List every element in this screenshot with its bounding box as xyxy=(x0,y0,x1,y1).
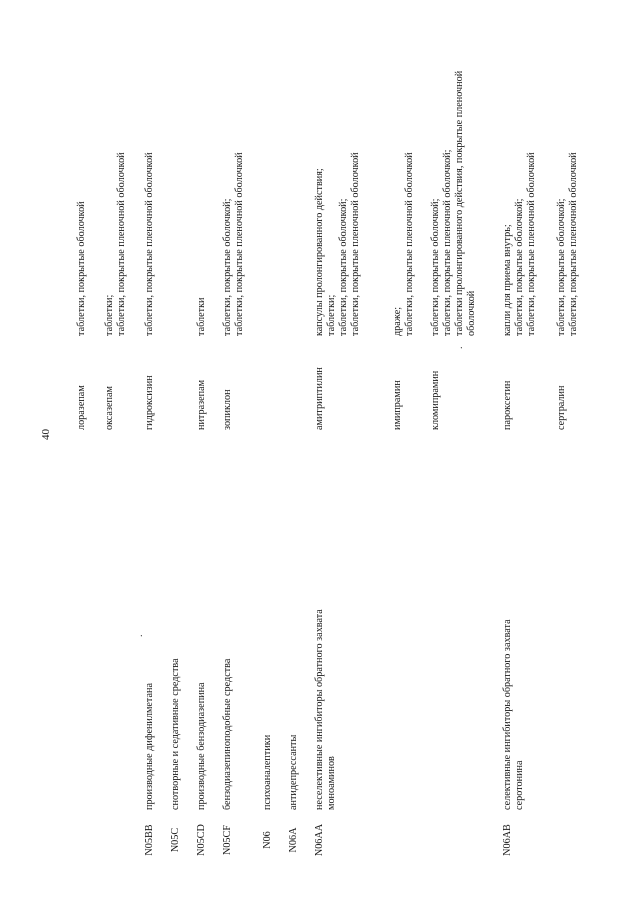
drug-name: кломипрамин xyxy=(430,370,441,430)
stray-mark: . xyxy=(454,346,465,349)
drug-table xyxy=(74,62,624,862)
dosage-forms: капсулы пролонгированного действия; таблетки; таблетки, покрытые оболочкой; таблетки, покрытые пленочной оболочкой xyxy=(314,152,361,336)
atc-group-name: снотворные и седативные средства xyxy=(170,658,181,810)
dosage-forms: таблетки, покрытые оболочкой; таблетки, покрытые пленочной оболочкой xyxy=(556,152,579,336)
drug-name: оксазепам xyxy=(104,386,115,430)
atc-group-name: неселективные ингибиторы обратного захвата моноаминов xyxy=(314,609,337,810)
drug-name: нитразепам xyxy=(196,379,207,430)
dosage-forms: таблетки, покрытые оболочкой xyxy=(76,201,87,336)
page-number: 40 xyxy=(40,429,52,440)
drug-name: сертралин xyxy=(556,385,567,430)
dosage-forms: таблетки, покрытые оболочкой; таблетки, покрытые пленочной оболочкой xyxy=(222,152,245,336)
drug-name: пароксетин xyxy=(502,380,513,430)
atc-code: N05C xyxy=(170,827,181,853)
atc-code: N06AA xyxy=(314,823,325,857)
dosage-forms: капли для приема внутрь; таблетки, покрытые оболочкой; таблетки, покрытые пленочной оболочкой xyxy=(502,152,537,336)
drug-name: имипрамин xyxy=(392,380,403,430)
drug-name: амитриптилин xyxy=(314,367,325,430)
dosage-forms: драже; таблетки, покрытые пленочной оболочкой xyxy=(392,152,415,336)
dosage-forms: таблетки; таблетки, покрытые пленочной оболочкой xyxy=(104,152,127,336)
drug-name: гидроксизин xyxy=(144,375,155,430)
atc-group-name: бензодиазепиноподобные средства xyxy=(222,658,233,810)
atc-code: N05CD xyxy=(196,824,207,856)
dosage-forms: таблетки, покрытые оболочкой; таблетки, покрытые пленочной оболочкой; таблетки пролонгированного действия, покрытые пленочной оболочкой xyxy=(430,70,477,336)
dosage-forms: таблетки, покрытые пленочной оболочкой xyxy=(144,152,155,336)
atc-code: N06 xyxy=(262,831,273,849)
atc-group-name: производные дифенилметана xyxy=(144,683,155,810)
atc-code: N05BB xyxy=(144,824,155,856)
atc-code: N06AB xyxy=(502,824,513,856)
drug-name: лоразепам xyxy=(76,385,87,430)
stray-mark: . xyxy=(134,634,145,637)
atc-group-name: психоаналептики xyxy=(262,734,273,810)
atc-group-name: антидепрессанты xyxy=(288,734,299,810)
drug-name: зопиклон xyxy=(222,389,233,430)
dosage-forms: таблетки xyxy=(196,297,207,336)
atc-code: N05CF xyxy=(222,825,233,856)
atc-code: N06A xyxy=(288,827,299,853)
atc-group-name: производные бензодиазепина xyxy=(196,682,207,810)
atc-group-name: селективные ингибиторы обратного захвата серотонина xyxy=(502,619,525,810)
